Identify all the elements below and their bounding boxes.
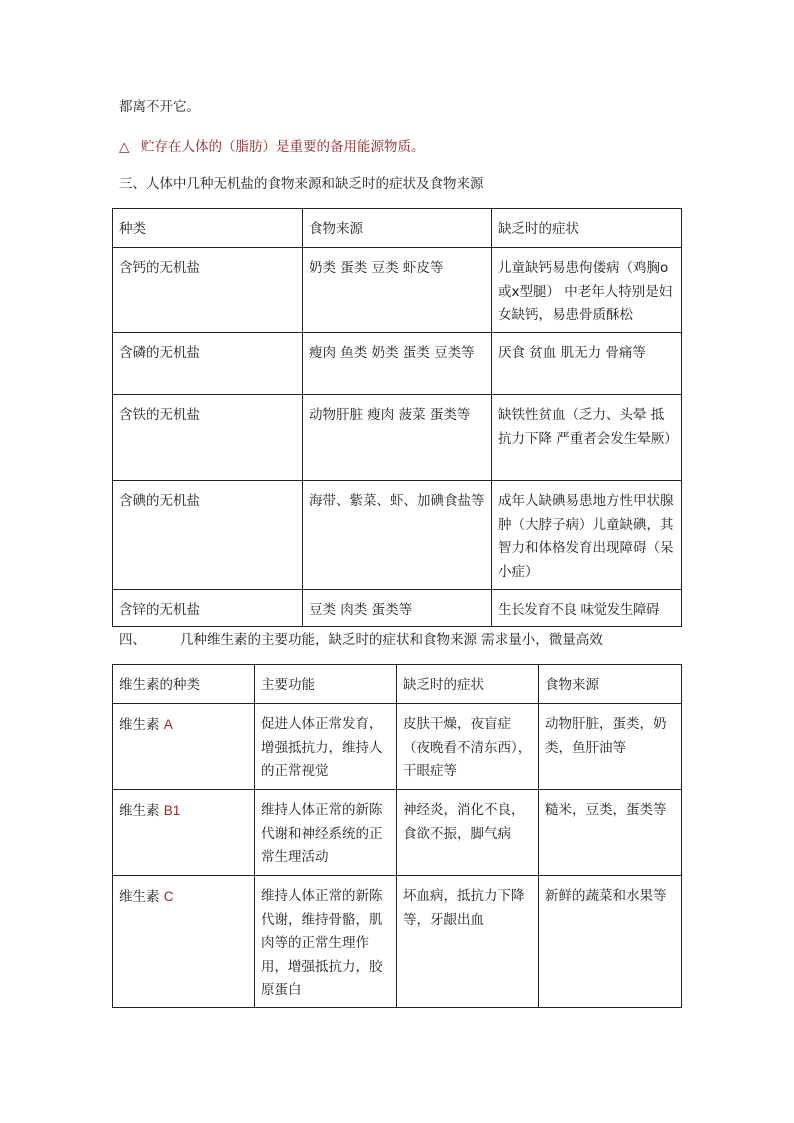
food-source-cell: 海带、紫菜、虾、加碘食盐等	[303, 481, 492, 590]
header-cell: 食物来源	[303, 209, 492, 248]
note-line	[119, 137, 425, 157]
vitamin-name: 维生素	[119, 889, 160, 905]
mineral-type-cell: 含磷的无机盐	[113, 333, 303, 395]
note-text: 贮存在人体的（脂肪）是重要的备用能源物质。	[141, 139, 425, 155]
table-row	[113, 395, 682, 481]
mineral-type-cell: 含铁的无机盐	[113, 395, 303, 481]
symptom-cell: 坏血病，抵抗力下降等，牙龈出血	[397, 876, 539, 1008]
symptom-cell: 成年人缺碘易患地方性甲状腺肿（大脖子病）儿童缺碘，其智力和体格发育出现障碍（呆小症）	[492, 481, 682, 590]
mineral-type-cell: 含碘的无机盐	[113, 481, 303, 590]
table-row	[113, 704, 682, 790]
table-row	[113, 333, 682, 395]
table-header-row	[113, 665, 682, 704]
vitamin-name: 维生素	[119, 803, 160, 819]
food-source-cell: 新鲜的蔬菜和水果等	[539, 876, 682, 1008]
table-row	[113, 481, 682, 590]
table-header-row	[113, 209, 682, 248]
vitamin-name-cell	[113, 790, 255, 876]
symptom-cell: 厌食 贫血 肌无力 骨痛等	[492, 333, 682, 395]
vitamin-name: 维生素	[119, 717, 160, 733]
header-cell: 食物来源	[539, 665, 682, 704]
section4-number: 四、	[119, 632, 146, 648]
food-source-cell: 瘦肉 鱼类 奶类 蛋类 豆类等	[303, 333, 492, 395]
food-source-cell: 动物肝脏 瘦肉 菠菜 蛋类等	[303, 395, 492, 481]
vitamin-name-cell	[113, 876, 255, 1008]
table-row	[113, 248, 682, 333]
header-cell: 缺乏时的症状	[492, 209, 682, 248]
mineral-type-cell: 含锌的无机盐	[113, 590, 303, 627]
symptom-cell: 生长发育不良 味觉发生障碍	[492, 590, 682, 627]
symptom-cell: 儿童缺钙易患佝偻病（鸡胸o或x型腿） 中老年人特别是妇女缺钙，易患骨质酥松	[492, 248, 682, 333]
triangle-icon: △	[119, 139, 130, 155]
header-cell: 种类	[113, 209, 303, 248]
mineral-type-cell: 含钙的无机盐	[113, 248, 303, 333]
vitamin-code: A	[163, 717, 173, 732]
vitamin-code: C	[163, 889, 174, 904]
section3-title: 三、人体中几种无机盐的食物来源和缺乏时的症状及食物来源	[119, 176, 484, 192]
food-source-cell: 豆类 肉类 蛋类等	[303, 590, 492, 627]
intro-tail-text: 都离不开它。	[119, 99, 200, 115]
vitamin-name-cell	[113, 704, 255, 790]
function-cell: 促进人体正常发育，增强抵抗力，维持人的正常视觉	[255, 704, 397, 790]
food-source-cell: 奶类 蛋类 豆类 虾皮等	[303, 248, 492, 333]
function-cell: 维持人体正常的新陈代谢和神经系统的正常生理活动	[255, 790, 397, 876]
section4-text: 几种维生素的主要功能，缺乏时的症状和食物来源 需求量小，微量高效	[180, 632, 603, 648]
food-source-cell: 糙米，豆类，蛋类等	[539, 790, 682, 876]
symptom-cell: 皮肤干燥，夜盲症（夜晚看不清东西），干眼症等	[397, 704, 539, 790]
section4-title	[119, 630, 603, 650]
food-source-cell: 动物肝脏，蛋类，奶类，鱼肝油等	[539, 704, 682, 790]
symptom-cell: 缺铁性贫血（乏力、头晕 抵抗力下降 严重者会发生晕厥）	[492, 395, 682, 481]
minerals-table	[112, 208, 682, 627]
header-cell: 维生素的种类	[113, 665, 255, 704]
header-cell: 主要功能	[255, 665, 397, 704]
table-row	[113, 590, 682, 627]
header-cell: 缺乏时的症状	[397, 665, 539, 704]
vitamins-table	[112, 664, 682, 1008]
symptom-cell: 神经炎，消化不良，食欲不振，脚气病	[397, 790, 539, 876]
function-cell: 维持人体正常的新陈代谢，维持骨骼，肌肉等的正常生理作用，增强抵抗力，胶原蛋白	[255, 876, 397, 1008]
table-row	[113, 876, 682, 1008]
table-row	[113, 790, 682, 876]
vitamin-code: B1	[163, 803, 181, 818]
